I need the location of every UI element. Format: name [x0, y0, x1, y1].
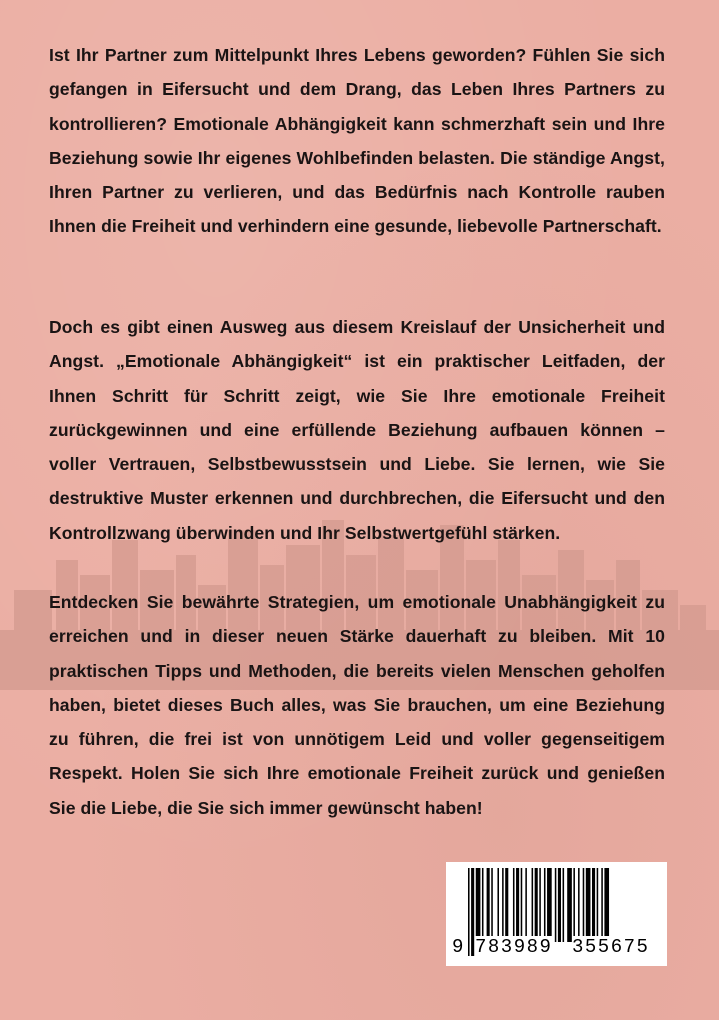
barcode-bar [535, 868, 538, 942]
barcode-bar [592, 868, 595, 942]
isbn-digits [446, 936, 667, 962]
isbn-first-digit: 9 [452, 936, 465, 958]
barcode-bar [491, 868, 493, 942]
barcode-bar [573, 868, 575, 942]
barcode-bar [525, 868, 527, 942]
barcode-bar [604, 868, 609, 942]
blurb-paragraph-2: Doch es gibt einen Ausweg aus diesem Kreislauf der Unsicherheit und Angst. „Emotionale Abhängigkeit“ ist ein praktischer Leitfaden, der Ihnen Schritt für Schritt zeigt, wie Sie Ihre emotionale Freiheit zurückgewinnen und eine erfüllende Beziehung aufbauen können – voller Vertrauen, Selbstbewusstsein und Liebe. Sie lernen, wie Sie destruktive Muster erkennen und durchbrechen, die Eifersucht und den Kontrollzwang überwinden und Ihr Selbstwertgefühl stärken. [49, 317, 665, 543]
barcode-bar [482, 868, 484, 942]
barcode-bar [505, 868, 508, 942]
barcode-bar [583, 868, 585, 942]
isbn-digit-group-2: 355675 [572, 936, 650, 958]
barcode-bar [547, 868, 552, 942]
barcode-bar [497, 868, 499, 942]
barcode-bar [597, 868, 599, 942]
blurb-paragraph-1: Ist Ihr Partner zum Mittelpunkt Ihres Lebens geworden? Fühlen Sie sich gefangen in Eifersucht und dem Drang, das Leben Ihres Partners zu kontrollieren? Emotionale Abhängigkeit kann schmerzhaft sein und Ihre Beziehung sowie Ihr eigenes Wohlbefinden belasten. Die ständige Angst, Ihren Partner zu verlieren, und das Bedürfnis nach Kontrolle rauben Ihnen die Freiheit und verhindern eine gesunde, liebevolle Partnerschaft. [49, 45, 665, 237]
barcode-bar [532, 868, 534, 942]
barcode-bar [539, 868, 541, 942]
blurb-paragraph-3: Entdecken Sie bewährte Strategien, um emotionale Unabhängigkeit zu erreichen und in dieser neuen Stärke dauerhaft zu bleiben. Mit 10 praktischen Tipps und Methoden, die bereits vielen Menschen geholfen haben, bietet dieses Buch alles, was Sie brauchen, um eine Beziehung zu führen, die frei ist von unnötigem Leid und voller gegenseitigem Respekt. Holen Sie sich Ihre emotionale Freiheit zurück und genießen Sie die Liebe, die Sie sich immer gewünscht haben! [49, 592, 665, 818]
barcode-bar [544, 868, 546, 942]
barcode-bar [567, 868, 572, 942]
barcode-bar [558, 868, 561, 942]
barcode-bar [555, 868, 557, 942]
barcode-bar [476, 868, 481, 942]
barcode-bar [516, 868, 519, 942]
barcode-bar [601, 868, 603, 942]
barcode-bar [487, 868, 490, 942]
barcode-bar [563, 868, 565, 942]
barcode-bar [513, 868, 515, 942]
barcode-bar [521, 868, 523, 942]
barcode-bar [578, 868, 580, 942]
isbn-barcode [446, 862, 667, 966]
barcode-bar [502, 868, 504, 942]
barcode-bar [586, 868, 591, 942]
isbn-digit-group-1: 783989 [475, 936, 553, 958]
